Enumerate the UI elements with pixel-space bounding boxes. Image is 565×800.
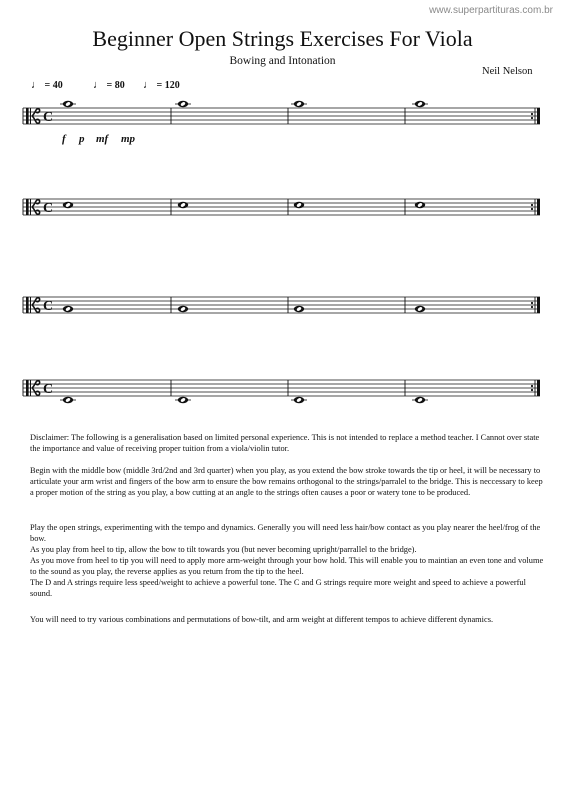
alto-clef-icon: [26, 380, 29, 396]
repeat-dot: [531, 113, 533, 115]
repeat-dot: [531, 204, 533, 206]
repeat-dot: [531, 385, 533, 387]
disclaimer-text: Disclaimer: The following is a generalisation based on limited personal experience. This is not intended to replace a method teacher. I Cannot over state the importance and value of receiving proper tuition from a viola/violin tutor.: [30, 433, 540, 453]
repeat-dot: [531, 117, 533, 119]
repeat-dot: [531, 389, 533, 391]
closing-paragraph: You will need to try various combinations and permutations of bow-tilt, and arm weight at different tempos to achieve different dynamics.: [30, 615, 494, 624]
practice-line: As you play from heel to tip, allow the bow to tilt towards you (but never becoming upright/parrallel to the bridge).: [30, 545, 417, 554]
repeat-dot: [531, 306, 533, 308]
alto-clef-icon: [30, 297, 31, 313]
final-barline: [537, 380, 540, 396]
dynamic-marking: mp: [121, 133, 136, 145]
repeat-dot: [531, 208, 533, 210]
common-time-icon: C: [43, 299, 54, 314]
alto-clef-icon: [26, 108, 29, 124]
practice-line: Play the open strings, experimenting with the tempo and dynamics. Generally you will need less hair/bow contact as you play nearer the heel/frog of the bow.: [30, 523, 541, 543]
alto-clef-icon: [30, 380, 31, 396]
alto-clef-icon: [30, 199, 31, 215]
final-barline: [537, 297, 540, 313]
subtitle: Bowing and Intonation: [229, 55, 336, 67]
practice-paragraph: [30, 522, 545, 599]
watermark: www.superpartituras.com.br: [429, 5, 553, 16]
tempo-label: = 80: [106, 80, 125, 91]
page-title: Beginner Open Strings Exercises For Viola: [92, 26, 473, 51]
dynamic-marking: f: [62, 133, 66, 145]
common-time-icon: C: [43, 110, 54, 125]
alto-clef-icon: [26, 297, 29, 313]
tempo-label: = 120: [156, 80, 180, 91]
quarter-note-icon: ♩: [31, 79, 42, 91]
quarter-note-icon: ♩: [143, 79, 154, 91]
bowing-paragraph: Begin with the middle bow (middle 3rd/2nd and 3rd quarter) when you play, as you extend the bow stroke towards the tip or heel, it will be necessary to articulate your arm wrist and fingers of the bow arm to ensure the bow remains orthogonal to the strings/parralel to the bridge. This is neccessary to keep a proper motion of the string as you play, a bow cutting at an angle to the strings often causes a poor or watery tone to be produced.: [30, 466, 543, 497]
final-barline: [537, 108, 540, 124]
repeat-dot: [531, 302, 533, 304]
common-time-icon: C: [43, 382, 54, 397]
practice-line: As you move from heel to tip you will need to apply more arm-weight through your bow hold. This will enable you to maintian an even tone and volume to the sound as you play, the reverse applies as you return from the tip to the heel.: [30, 556, 544, 576]
tempo-label: = 40: [44, 80, 63, 91]
alto-clef-icon: [30, 108, 31, 124]
practice-line: The D and A strings require less speed/weight to achieve a powerful tone. The C and G strings require more weight and speed to achieve a powerful sound.: [30, 578, 526, 598]
dynamic-marking: p: [79, 133, 85, 145]
quarter-note-icon: ♩: [93, 79, 104, 91]
composer: Neil Nelson: [482, 66, 533, 77]
alto-clef-icon: [26, 199, 29, 215]
final-barline: [537, 199, 540, 215]
dynamic-marking: mf: [96, 133, 109, 145]
common-time-icon: C: [43, 201, 54, 216]
